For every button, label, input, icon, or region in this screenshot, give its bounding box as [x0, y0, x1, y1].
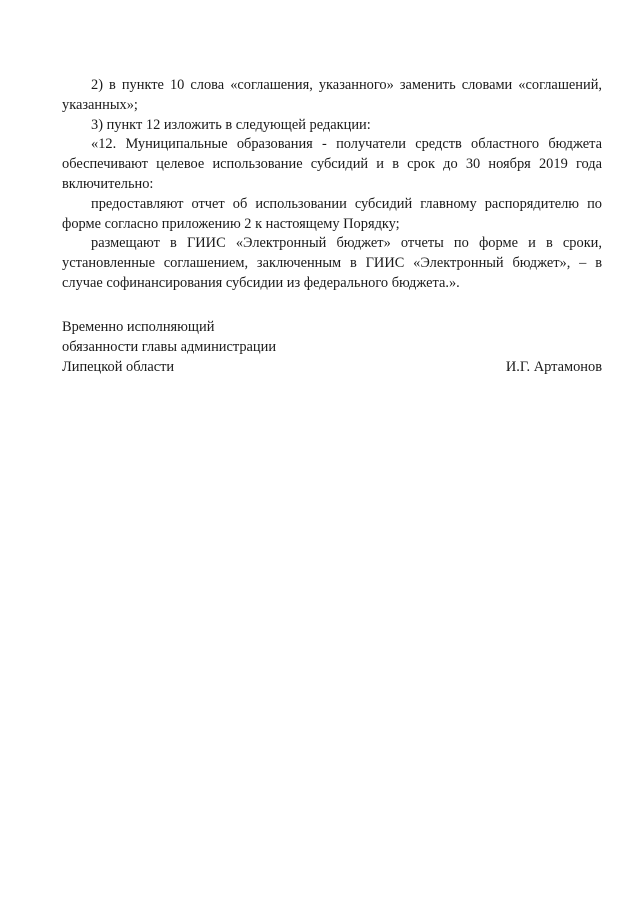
paragraph-item-12-text: «12. Муниципальные образования - получатели средств областного бюджета обеспечивают целевое использование субсидий и в срок до 30 ноября 2019 года включительно:	[62, 136, 602, 192]
signatory-position-line-2: обязанности главы администрации	[62, 338, 277, 355]
paragraph-giis-obligation: размещают в ГИИС «Электронный бюджет» отчеты по форме и в сроки, установленные соглашением, заключенным в ГИИС «Электронный бюджет», – в случае софинансирования субсидии из федерального бюджета.».	[62, 235, 602, 291]
paragraph-item-10-amendment: 2) в пункте 10 слова «соглашения, указанного» заменить словами «соглашений, указанных»;	[62, 77, 602, 113]
signatory-position-line-3: Липецкой области	[62, 358, 175, 375]
signature-block	[62, 318, 602, 377]
signatory-name: И.Г. Артамонов	[505, 358, 602, 375]
document-body	[62, 76, 602, 294]
signature-row	[62, 358, 602, 378]
paragraph-report-obligation: предоставляют отчет об использовании субсидий главному распорядителю по форме согласно приложению 2 к настоящему Порядку;	[62, 195, 602, 232]
signatory-position-line-1: Временно исполняющий	[62, 319, 215, 335]
paragraph-item-12-intro: 3) пункт 12 изложить в следующей редакции:	[91, 116, 371, 133]
